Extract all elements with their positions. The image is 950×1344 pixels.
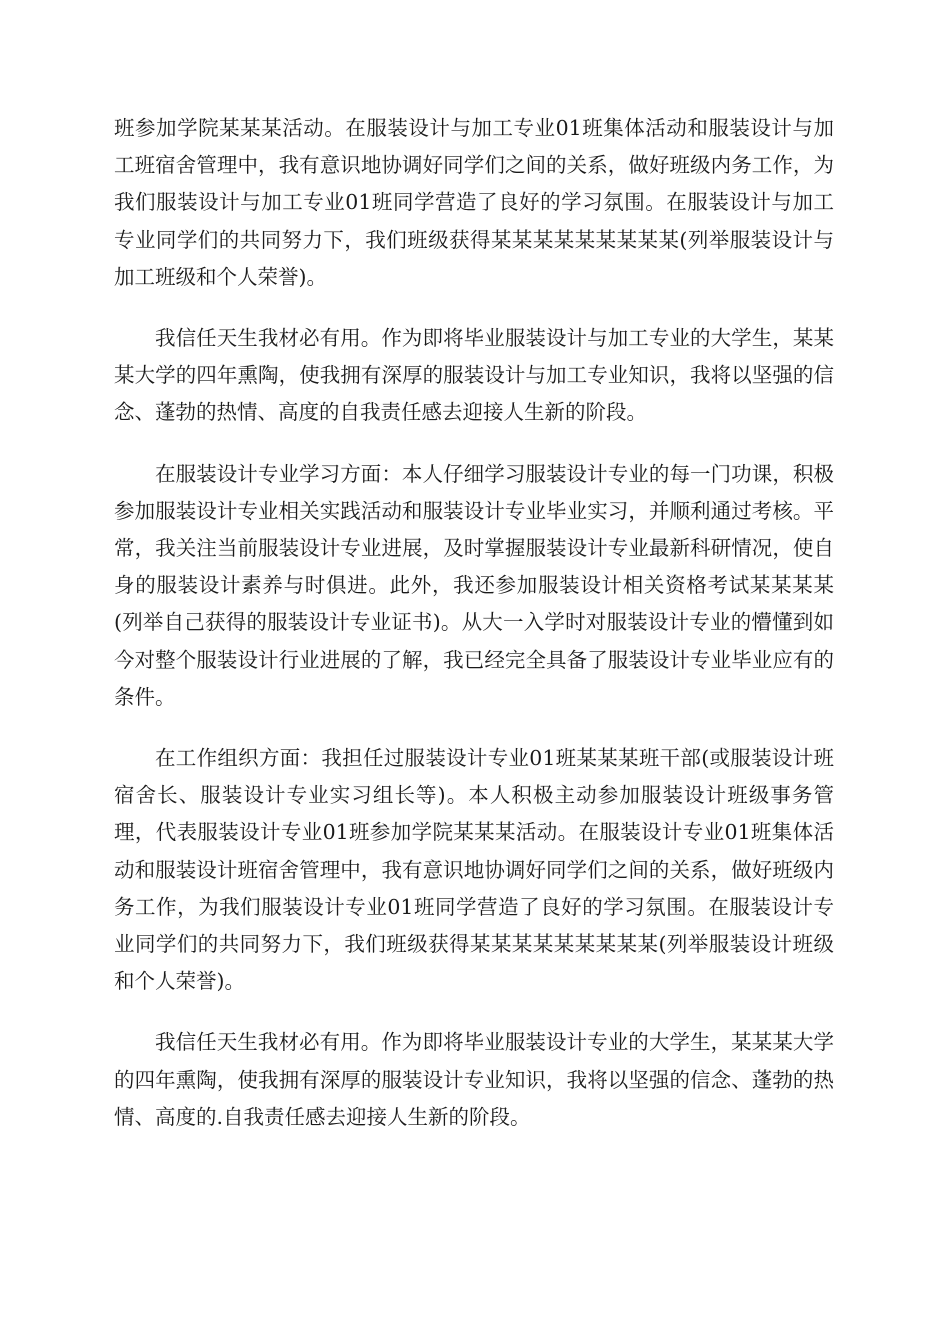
document-body [114,110,834,1160]
paragraph-continuation: 班参加学院某某某活动。在服装设计与加工专业01班集体活动和服装设计与加工班宿舍管理中，我有意识地协调好同学们之间的关系，做好班级内务工作，为我们服装设计与加工专业01班同学营造了良好的学习氛围。在服装设计与加工专业同学们的共同努力下，我们班级获得某某某某某某某某某(列举服装设计与加工班级和个人荣誉)。 [114,116,834,289]
paragraph-study: 在服装设计专业学习方面：本人仔细学习服装设计专业的每一门功课，积极参加服装设计专业相关实践活动和服装设计专业毕业实习，并顺利通过考核。平常，我关注当前服装设计专业进展，及时掌握服装设计专业最新科研情况，使自身的服装设计素养与时俱进。此外，我还参加服装设计相关资格考试某某某某(列举自己获得的服装设计专业证书)。从大一入学时对服装设计专业的懵懂到如今对整个服装设计行业进展的了解，我已经完全具备了服装设计专业毕业应有的条件。 [114,461,834,709]
paragraph-conclusion: 我信任天生我材必有用。作为即将毕业服装设计专业的大学生，某某某大学的四年熏陶，使我拥有深厚的服装设计专业知识，我将以坚强的信念、蓬勃的热情、高度的.自我责任感去迎接人生新的阶段。 [114,1030,834,1129]
paragraph-confidence: 我信任天生我材必有用。作为即将毕业服装设计与加工专业的大学生，某某某大学的四年熏陶，使我拥有深厚的服装设计与加工专业知识，我将以坚强的信念、蓬勃的热情、高度的自我责任感去迎接人生新的阶段。 [114,326,834,425]
paragraph-work-organization: 在工作组织方面：我担任过服装设计专业01班某某某班干部(或服装设计班宿舍长、服装设计专业实习组长等)。本人积极主动参加服装设计班级事务管理，代表服装设计专业01班参加学院某某某活动。在服装设计专业01班集体活动和服装设计班宿舍管理中，我有意识地协调好同学们之间的关系，做好班级内务工作，为我们服装设计专业01班同学营造了良好的学习氛围。在服装设计专业同学们的共同努力下，我们班级获得某某某某某某某某某(列举服装设计班级和个人荣誉)。 [114,746,834,994]
